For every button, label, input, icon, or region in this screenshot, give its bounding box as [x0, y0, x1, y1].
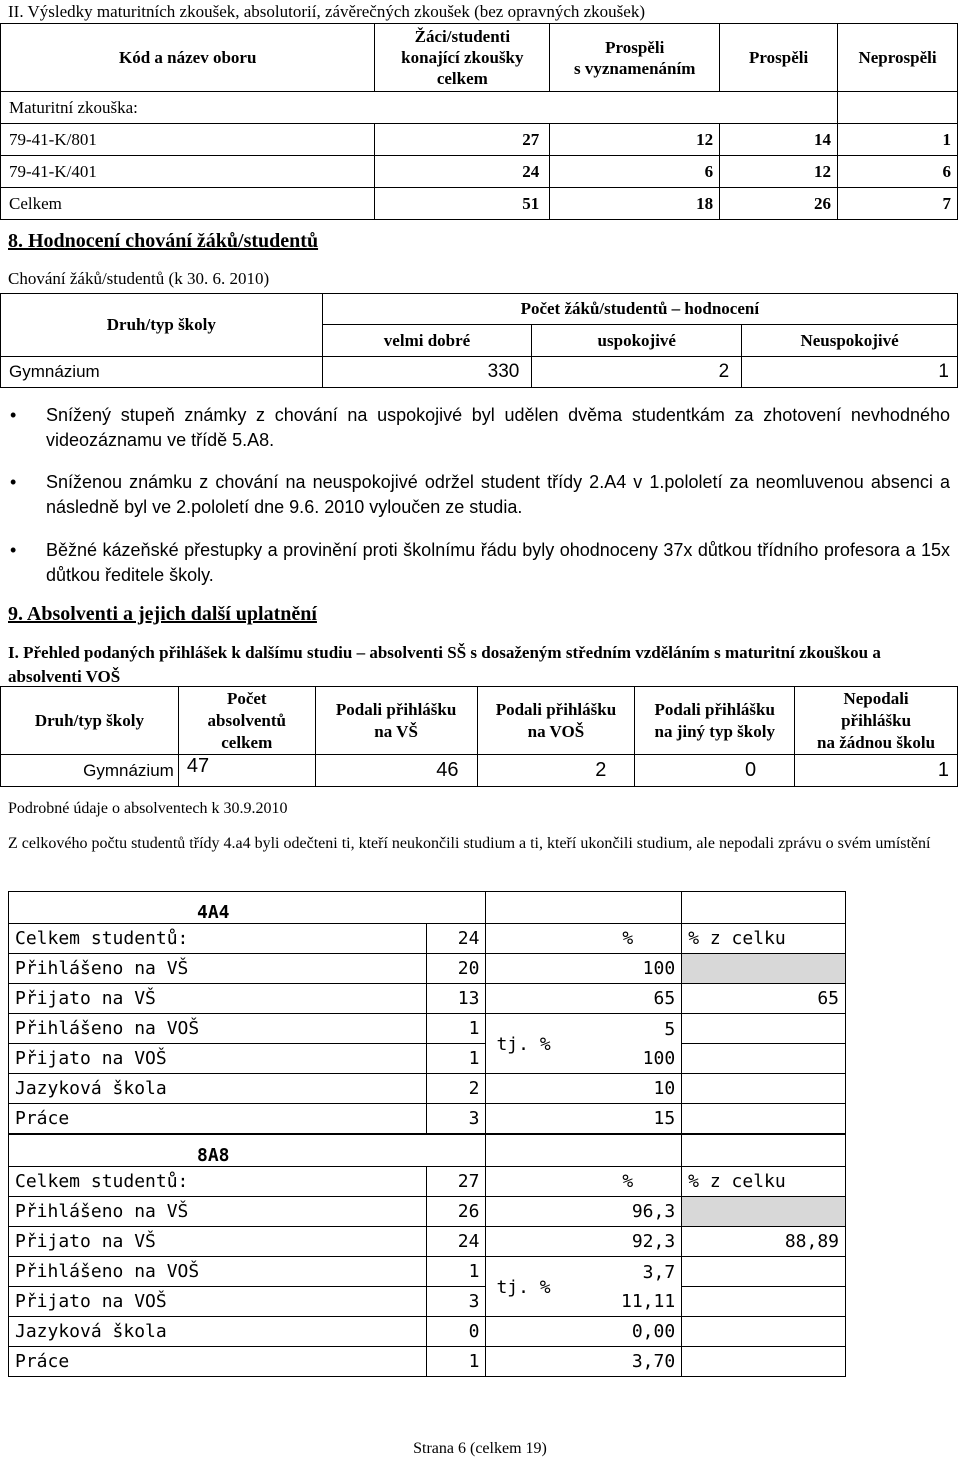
table-row: Celkem studentů: 27 % % z celku	[9, 1167, 846, 1197]
bullet-item: • Sníženou známku z chování na neuspokojivé održel student třídy 2.A4 v 1.pololetí za neomluvenou absenci a následně byl ve 2.pololetí dne 9.6. 2010 vyloučen ze studia.	[10, 472, 950, 517]
table-row: Jazyková škola 2 10	[9, 1074, 846, 1104]
h-nepodali: Nepodali přihlášku na žádnou školu	[795, 687, 958, 755]
page-footer: Strana 6 (celkem 19)	[413, 1440, 547, 1457]
table-row: Přijato na VOŠ 1	[9, 1044, 846, 1074]
exam-results-table	[0, 23, 958, 220]
section9-title: 9. Absolventi a jejich další uplatnění	[8, 603, 317, 625]
class-8a8-table	[8, 1134, 846, 1377]
table-row: Práce 3 15	[9, 1104, 846, 1134]
table-row: Přijato na VŠ 13 65 65	[9, 984, 846, 1014]
h-vos: Podali přihlášku na VOŠ	[477, 687, 635, 755]
table-row: Přijato na VOŠ 3	[9, 1287, 846, 1317]
table-row: Přihlášeno na VOŠ 1 tj. % 5 100	[9, 1014, 846, 1044]
group-label: Maturitní zkouška:	[1, 92, 838, 124]
h-pocet: Počet absolventů celkem	[178, 687, 315, 755]
table-row: Přihlášeno na VOŠ 1 tj. % 3,7 11,11	[9, 1257, 846, 1287]
header-prospeli: Prospěli	[720, 24, 838, 92]
table-row: Přijato na VŠ 24 92,3 88,89	[9, 1227, 846, 1257]
table-row: 79-41-K/801 27 12 14 1	[1, 124, 958, 156]
head-typ: Druh/typ školy	[1, 294, 323, 357]
table-row: Přihlášeno na VŠ 20 100	[9, 954, 846, 984]
tj-pct-label: tj. %	[496, 1034, 551, 1055]
table-row: Gymnázium 330 2 1	[1, 357, 958, 388]
head-uspokojive: uspokojivé	[532, 325, 742, 357]
header-vyznamenani: Prospěli s vyznamenáním	[550, 24, 720, 92]
header-zaci: Žáci/studenti konající zkoušky celkem	[375, 24, 550, 92]
table-row: 79-41-K/401 24 6 12 6	[1, 156, 958, 188]
header-kod: Kód a název oboru	[1, 24, 375, 92]
head-neuspokojive: Neuspokojivé	[742, 325, 958, 357]
section8-subtitle: Chování žáků/studentů (k 30. 6. 2010)	[8, 269, 270, 288]
table-row: Práce 1 3,70	[9, 1347, 846, 1377]
table-row: Přihlášeno na VŠ 26 96,3	[9, 1197, 846, 1227]
note-absolventi: Podrobné údaje o absolventech k 30.9.2010	[8, 800, 288, 817]
section9-subtitle: I. Přehled podaných přihlášek k dalšímu studiu – absolventi SŠ s dosaženým středním vzděláním s maturitní zkouškou a absolventi VOŠ	[8, 643, 881, 686]
tj-pct-label: tj. %	[496, 1277, 551, 1298]
applications-table	[0, 686, 958, 787]
class-4a4-table	[8, 891, 846, 1134]
h-typ: Druh/typ školy	[1, 687, 179, 755]
h-jiny: Podali přihlášku na jiný typ školy	[635, 687, 795, 755]
header-neprospeli: Neprospěli	[838, 24, 958, 92]
head-pocet: Počet žáků/studentů – hodnocení	[322, 294, 957, 325]
head-velmi-dobre: velmi dobré	[322, 325, 532, 357]
section2-title: II. Výsledky maturitních zkoušek, absolutorií, závěrečných zkoušek (bez opravných zkoušek)	[8, 2, 645, 21]
table-row: Celkem studentů: 24 % % z celku	[9, 924, 846, 954]
note-celkovy-pocet: Z celkového počtu studentů třídy 4.a4 byli odečteni ti, kteří neukončili studium a ti, kteří ukončili studium, ale nepodali zprávu o svém umístění	[8, 835, 931, 852]
behavior-table	[0, 293, 958, 388]
class-name: 8A8	[9, 1135, 486, 1167]
table-row: Gymnázium 47 46 2 0 1	[1, 755, 958, 787]
h-vs: Podali přihlášku na VŠ	[315, 687, 477, 755]
bullet-item: • Běžné kázeňské přestupky a provinění proti školnímu řádu byly ohodnoceny 37x důtkou třídního profesora a 15x důtkou ředitele školy.	[10, 540, 950, 585]
class-name: 4A4	[9, 892, 486, 924]
table-row: Jazyková škola 0 0,00	[9, 1317, 846, 1347]
section8-title: 8. Hodnocení chování žáků/studentů	[8, 230, 319, 252]
table-row: Celkem 51 18 26 7	[1, 188, 958, 220]
bullet-item: • Snížený stupeň známky z chování na uspokojivé byl udělen dvěma studentkám za zhotovení nevhodného videozáznamu ve třídě 5.A8.	[10, 405, 950, 450]
